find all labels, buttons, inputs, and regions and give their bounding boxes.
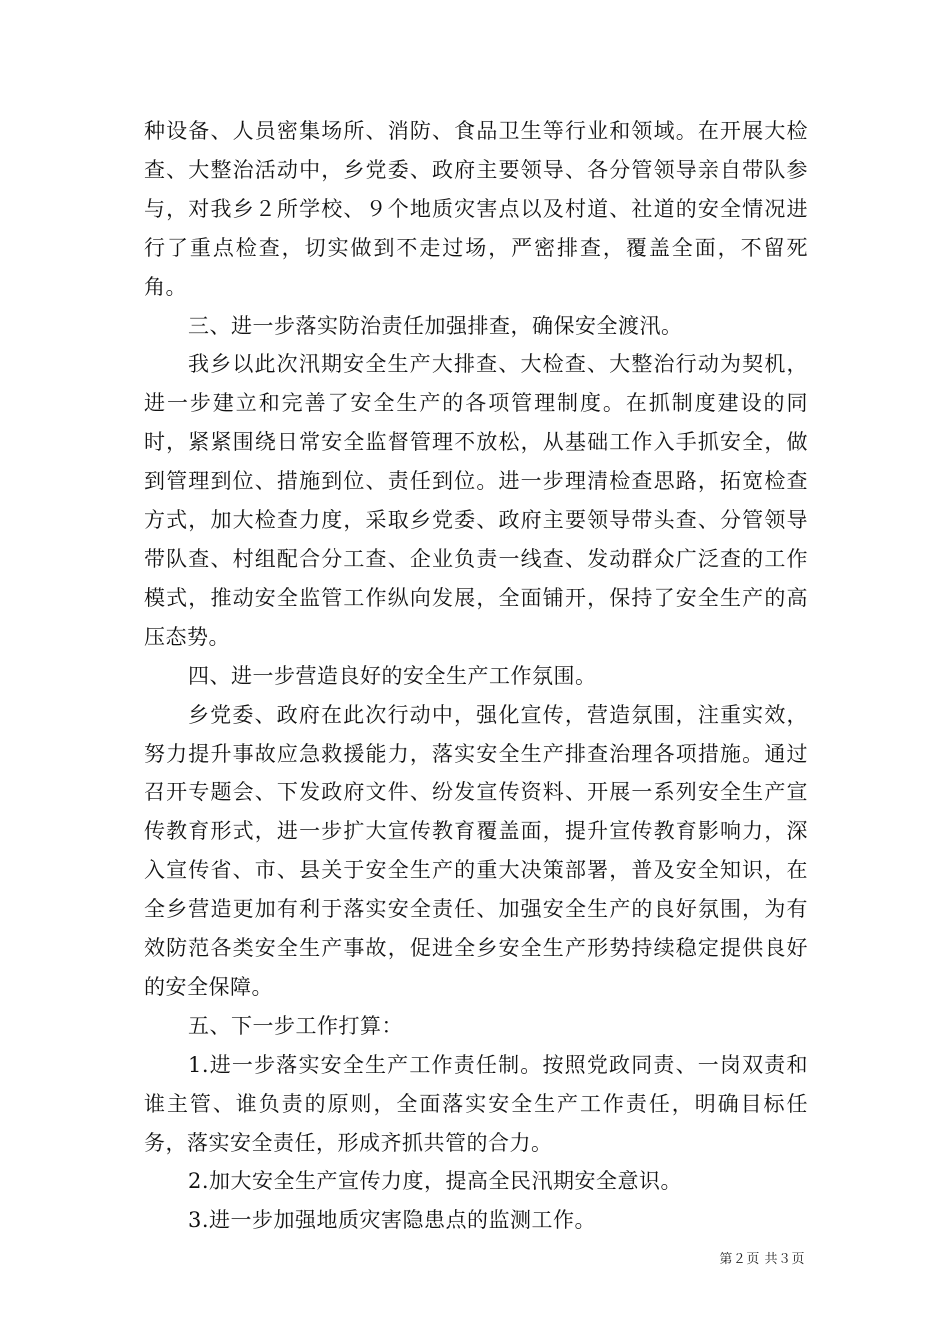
section-heading-four: 四、进一步营造良好的安全生产工作氛围。	[188, 663, 597, 688]
paragraph-section-three: 我乡以此次汛期安全生产大排查、大检查、大整治行动为契机，进一步建立和完善了安全生产的各项管理制度。在抓制度建设的同时，紧紧围绕日常安全监督管理不放松，从基础工作入手抓安全，做到管理到位、措施到位、责任到位。进一步理清检查思路，拓宽检查方式，加大检查力度，采取乡党委、政府主要领导带头查、分管领导带队查、村组配合分工查、企业负责一线查、发动群众广泛查的工作模式，推动安全监管工作纵向发展，全面铺开，保持了安全生产的高压态势。	[144, 352, 808, 649]
paragraph-section-four: 乡党委、政府在此次行动中，强化宣传，营造氛围，注重实效，努力提升事故应急救援能力，落实安全生产排查治理各项措施。通过召开专题会、下发政府文件、纷发宣传资料、开展一系列安全生产宣传教育形式，进一步扩大宣传教育覆盖面，提升宣传教育影响力，深入宣传省、市、县关于安全生产的重大决策部署，普及安全知识，在全乡营造更加有利于落实安全责任、加强安全生产的良好氛围，为有效防范各类安全生产事故，促进全乡安全生产形势持续稳定提供良好的安全保障。	[144, 702, 808, 999]
paragraph-continuation: 种设备、人员密集场所、消防、食品卫生等行业和领域。在开展大检查、大整治活动中，乡党委、政府主要领导、各分管领导亲自带队参与，对我乡２所学校、９个地质灾害点以及村道、社道的安全情况进行了重点检查，切实做到不走过场，严密排查，覆盖全面，不留死角。	[144, 119, 808, 299]
section-heading-three: 三、进一步落实防治责任加强排查，确保安全渡汛。	[188, 313, 683, 338]
list-item-1: 1.进一步落实安全生产工作责任制。按照党政同责、一岗双责和谁主管、谁负责的原则，全面落实安全生产工作责任，明确目标任务，落实安全责任，形成齐抓共管的合力。	[144, 1052, 808, 1155]
page-number-footer: 第２页 共３页	[719, 1252, 805, 1267]
list-item-3: 3.进一步加强地质灾害隐患点的监测工作。	[188, 1208, 597, 1233]
list-item-2: 2.加大安全生产宣传力度，提高全民汛期安全意识。	[188, 1169, 683, 1194]
section-heading-five: 五、下一步工作打算：	[188, 1013, 403, 1038]
document-body	[144, 112, 808, 1240]
